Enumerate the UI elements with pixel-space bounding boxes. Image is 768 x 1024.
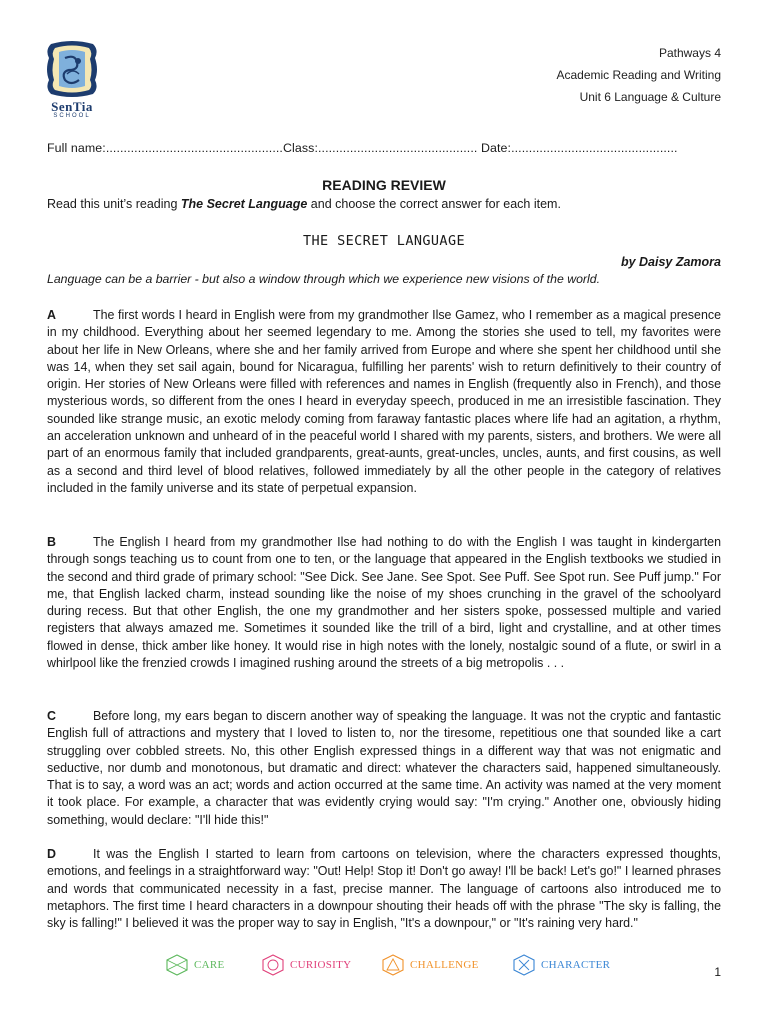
paragraph-d [47,846,721,932]
paragraph-letter: D [47,847,56,861]
paragraph-c [47,708,721,829]
page-number: 1 [714,965,721,979]
instructions-before: Read this unit’s reading [47,197,181,211]
paragraph-letter: C [47,709,56,723]
school-logo [44,40,100,119]
paragraph-letter: B [47,535,56,549]
course-book: Pathways 4 [658,46,721,60]
course-info [556,42,721,108]
student-info-fields: Full name:..................................................Class:............................................. Date:............................................... [47,141,678,155]
review-title: READING REVIEW [322,177,446,193]
paragraph-letter: A [47,308,56,322]
value-label: CHALLENGE [410,959,479,971]
school-name: SenTia [51,99,93,114]
footer-values [0,952,768,982]
curiosity-icon [260,952,286,978]
value-label: CARE [194,959,225,971]
value-label: CURIOSITY [290,959,352,971]
value-challenge [380,952,479,978]
school-subtitle: SCHOOL [53,113,91,119]
value-care [164,952,225,978]
value-label: CHARACTER [541,959,611,971]
story-author: by Daisy Zamora [620,255,721,269]
paragraph-text: The first words I heard in English were from my grandmother Ilse Gamez, who I remember as a magical presence in my childhood. Everything about her seemed legendary to me. Among the stories she used to tell, my favorites were about her life in New Orleans, where she and her family arrived from Europe and where she spent her childhood until she was 14, when they set sail again, bound for Nicaragua, fulfilling her parents' wish to return definitively to their country of origin. Her stories of New Orleans were filled with references and names in English (frequently also in French), and those mysterious words, so different from the ones I heard in everyday speech, produced in me an irresistible fascination. They sounded like strange music, an exotic melody coming from faraway fantastic places where life had an agitation, a rhythm, an acceleration unknown and unheard of in the peaceful world I shared with my parents, sisters, and brothers. We were all part of an enormous family that included grandparents, great-aunts, great-uncles, uncles, aunts, and first cousins, as well as a second and third level of blood relatives, followed immediately by all the other people in the category of relatives included in the family universe and its state of perpetual expansion. [47,308,721,495]
school-crest-icon [45,40,99,98]
paragraph-text: Before long, my ears began to discern another way of speaking the language. It was not the cryptic and fantastic English full of attractions and mystery that I loved to listen to, nor the tiresome, repetitious one that sounded like a cart struggling over cobbled streets. No, this other English expressed things in a different way that was not enigmatic and seductive, nor dumb and monotonous, but dramatic and direct: whatever the characters said, happened simultaneously. That is to say, a word was an act; words and action occurred at the same time. An activity was named at the very moment it took place. For example, a character that was evidently crying would say: "I'm crying." Another one, obviously hiding something, would declare: "I'll hide this!" [47,709,721,827]
story-tagline: Language can be a barrier - but also a window through which we experience new visions of the world. [47,272,600,286]
paragraph-a [47,307,721,497]
paragraph-text: It was the English I started to learn from cartoons on television, where the characters expressed thoughts, emotions, and feelings in a straightforward way: "Out! Help! Stop it! Don't go away! I'll be back! Let's go!" I learned phrases and words that communicated necessity in a fast, precise manner. The language of cartoons also introduced me to metaphors. The first time I heard characters in a downpour shouting their heads off with the phrase "The sky is falling, the sky is falling!" I believed it was the proper way to say in English, "It's a downpour," or "It's raining very hard." [47,847,721,931]
instructions-reading-title: The Secret Language [180,197,308,211]
paragraph-b [47,534,721,672]
value-curiosity [260,952,351,978]
course-skill: Academic Reading and Writing [556,68,721,82]
care-icon [164,952,190,978]
value-character [511,952,610,978]
instructions-after: and choose the correct answer for each item. [307,197,561,211]
paragraph-text: The English I heard from my grandmother Ilse had nothing to do with the English I was taught in kindergarten through songs teaching us to count from one to ten, or the language that appeared in the English textbooks we studied in the second and third grade of primary school: "See Dick. See Jane. See Spot. See Puff. See Spot run. See Puff jump." For me, that English lacked charm, instead sounding like the noise of my shoes crunching in the gravel of the schoolyard during recess. But that other English, the one my grandmother and her sisters spoke, possessed multiple and varied registers that always amazed me. Sometimes it sounded like the trill of a bird, light and crystalline, and at other times flowed in dense, thick amber like honey. It would rise in high notes with the lonely, nostalgic sound of a flute, or swirl in a whirlpool like the frenzied crowds I imagined rushing around the streets of a big metropolis . . . [47,535,721,671]
challenge-icon [380,952,406,978]
story-title: THE SECRET LANGUAGE [302,233,466,249]
course-unit: Unit 6 Language & Culture [579,90,721,104]
character-icon [511,952,537,978]
instructions [47,197,561,211]
